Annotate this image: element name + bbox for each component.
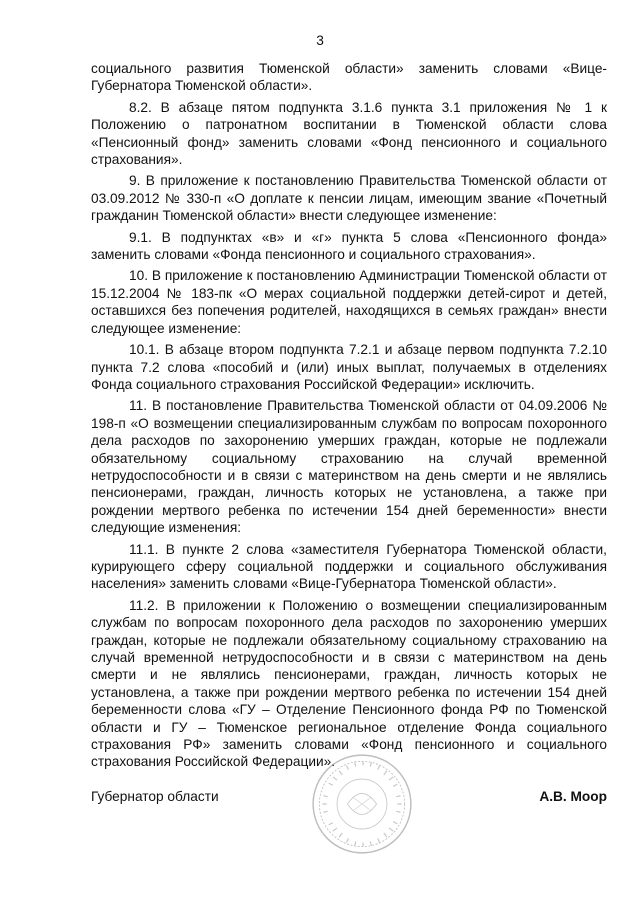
- signatory-name: А.В. Моор: [539, 789, 607, 804]
- page-number: 3: [316, 33, 324, 48]
- document-body: [91, 60, 607, 775]
- paragraph: 10. В приложение к постановлению Администрации Тюменской области от 15.12.2004 № 183-пк «О мерах социальной поддержки детей-сирот и детей, оставшихся без попечения родителей, находящихся в семьях граждан» внести следующее изменение:: [91, 268, 607, 336]
- paragraph: 10.1. В абзаце втором подпункта 7.2.1 и абзаце первом подпункта 7.2.10 пункта 7.2 слова «пособий и (или) иных выплат, получаемых в отделениях Фонда социального страхования Российской Федерации» исключить.: [91, 342, 607, 392]
- signatory-title: Губернатор области: [91, 789, 219, 804]
- signature-block: [91, 789, 607, 809]
- paragraph: социального развития Тюменской области» заменить словами «Вице-Губернатора Тюменской области».: [91, 61, 607, 94]
- paragraph: 8.2. В абзаце пятом подпункта 3.1.6 пункта 3.1 приложения № 1 к Положению о патронатном воспитании в Тюменской области слова «Пенсионный фонд» заменить словами «Фонд пенсионного и социального страхования».: [91, 99, 607, 168]
- paragraph: 9. В приложение к постановлению Правительства Тюменской области от 03.09.2012 № 330-п «О доплате к пенсии лицам, имеющим звание «Почетный гражданин Тюменской области» внести следующее изменение:: [91, 173, 607, 224]
- paragraph: 11.2. В приложении к Положению о возмещении специализированным службам по вопросам похоронного дела расходов по захоронению умерших граждан, которые не подлежали обязательному социальному страхованию на случай временной нетрудоспособности и в связи с материнством на день смерти и не являлись пенсионерами, граждан, личность которых не установлена, а также при рождении мертвого ребенка по истечении 154 дней беременности слова «ГУ – Отделение Пенсионного фонда РФ по Тюменской области и ГУ – Тюменское региональное отделение Фонда социального страхования РФ» заменить словами «Фонд пенсионного и социального страхования Российской Федерации».: [91, 597, 607, 770]
- paragraph: 11. В постановление Правительства Тюменской области от 04.09.2006 № 198-п «О возмещении специализированным службам по вопросам похоронного дела расходов по захоронению умерших граждан, которые не подлежали обязательному социальному страхованию на случай временной нетрудоспособности и в связи с материнством на день смерти и не являлись пенсионерами, граждан, личность которых не установлена, а также при рождении мертвого ребенка по истечении 154 дней беременности» внести следующие изменения:: [91, 398, 607, 536]
- paragraph: 11.1. В пункте 2 слова «заместителя Губернатора Тюменской области, курирующего сферу социальной поддержки и социального обслуживания населения» заменить словами «Вице-Губернатора Тюменской области».: [91, 541, 607, 592]
- paragraph: 9.1. В подпунктах «в» и «г» пункта 5 слова «Пенсионного фонда» заменить словами «Фонда пенсионного и социального страхования».: [91, 229, 607, 263]
